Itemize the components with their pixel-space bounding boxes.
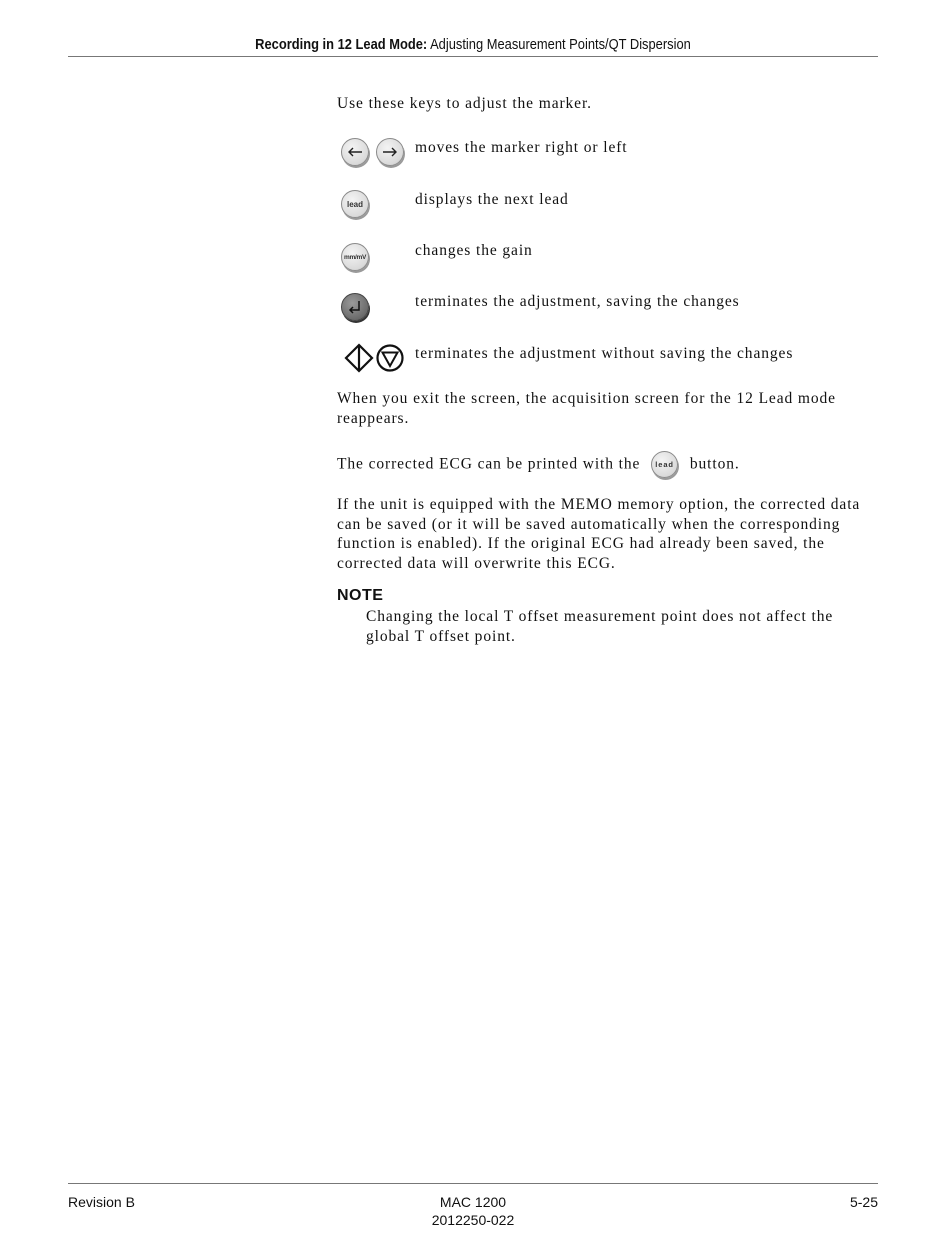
print-text-before: The corrected ECG can be printed with the <box>337 455 641 473</box>
right-arrow-key-icon <box>376 138 404 166</box>
lead-key-icon: lead <box>341 190 369 218</box>
footer-product-name: MAC 1200 <box>439 1194 507 1210</box>
left-arrow-key-icon <box>341 138 369 166</box>
print-text-after: button. <box>689 455 740 473</box>
header-rule <box>68 56 878 57</box>
intro-text: Use these keys to adjust the marker. <box>337 95 592 112</box>
footer-page-number: 5-25 <box>849 1194 878 1210</box>
key-row-enter <box>337 290 882 322</box>
key-row-cancel <box>337 342 882 374</box>
memo-paragraph: If the unit is equipped with the MEMO memory option, the corrected data can be saved (or it will be saved automatically when the corresponding function is enabled). If the original ECG had already been saved, the corrected data will overwrite this ECG. <box>337 496 861 572</box>
note-title: NOTE <box>337 587 384 604</box>
key-description: moves the marker right or left <box>415 139 628 156</box>
diamond-key-icon <box>343 343 375 373</box>
footer-rule <box>68 1183 878 1184</box>
enter-key-icon <box>341 293 369 321</box>
print-paragraph <box>337 453 882 477</box>
key-description: terminates the adjustment without saving the changes <box>415 345 794 362</box>
lead-key-icon: lead <box>651 451 678 478</box>
key-description: displays the next lead <box>415 191 569 208</box>
exit-paragraph: When you exit the screen, the acquisition screen for the 12 Lead mode reappears. <box>337 390 836 427</box>
footer-revision: Revision B <box>68 1194 135 1210</box>
key-row-lead <box>337 188 882 220</box>
header-topic: Adjusting Measurement Points/QT Dispersion <box>430 36 691 53</box>
key-row-gain <box>337 239 882 271</box>
key-description: changes the gain <box>415 242 533 259</box>
note-text: Changing the local T offset measurement point does not affect the global T offset point. <box>366 608 834 645</box>
header-section: Recording in 12 Lead Mode: <box>255 36 428 53</box>
mm-mv-key-icon: mm/mV <box>341 243 369 271</box>
footer-product <box>373 1193 573 1229</box>
key-row-arrows <box>337 136 882 168</box>
key-description: terminates the adjustment, saving the changes <box>415 293 740 310</box>
footer-doc-number: 2012250-022 <box>431 1212 515 1228</box>
page-header <box>125 36 822 53</box>
stop-key-icon <box>375 343 405 373</box>
